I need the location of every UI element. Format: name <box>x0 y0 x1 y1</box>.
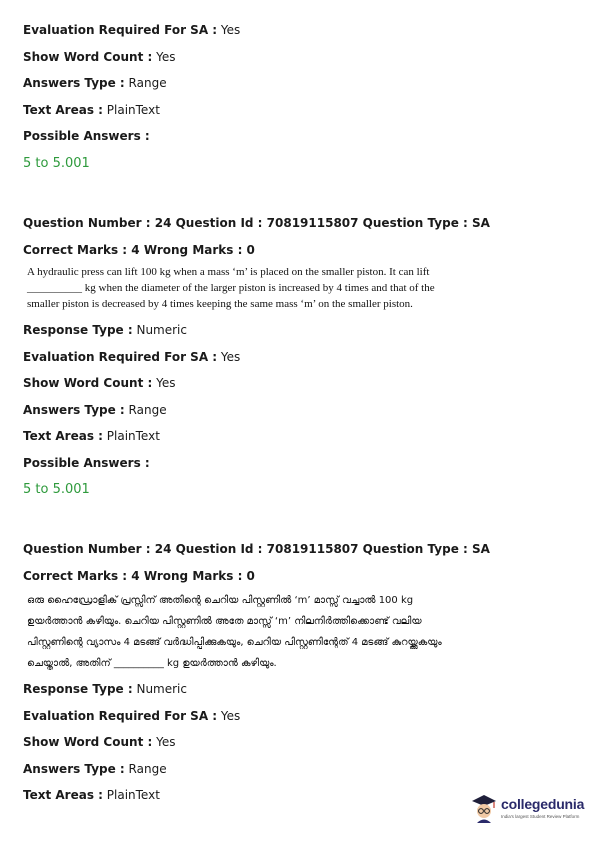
text-areas-value: PlainText <box>102 103 160 117</box>
response-type-value: Numeric <box>132 323 187 337</box>
response-type-value: Numeric <box>132 682 187 696</box>
graduate-mascot-icon <box>471 794 497 824</box>
response-type-row <box>23 681 187 697</box>
show-word-count-row <box>23 734 175 750</box>
eval-required-label: Evaluation Required For SA : <box>23 23 218 37</box>
possible-answers-row <box>23 455 150 471</box>
answers-type-row <box>23 402 167 418</box>
possible-answer-value: 5 to 5.001 <box>23 156 90 171</box>
response-type-row <box>23 322 187 338</box>
possible-answer-value: 5 to 5.001 <box>23 482 90 497</box>
question-text-english: A hydraulic press can lift 100 kg when a mass ‘m’ is placed on the smaller piston. It can lift __________ kg when the diameter of the larger piston is increased by 4 times and that of the smaller piston is decreased by 4 times keeping the same mass ‘m’ on the smaller piston. <box>27 266 435 310</box>
eval-required-value: Yes <box>217 709 241 723</box>
eval-required-label: Evaluation Required For SA : <box>23 350 218 364</box>
question-text-malayalam: ഒരു ഹൈഡ്രോളിക് പ്രസ്സിന് അതിന്റെ ചെറിയ പിസ്റ്റണിൽ ‘m’ മാസ്സ് വച്ചാൽ 100 kg ഉയർത്താൻ കഴിയും. ചെറിയ പിസ്റ്റണിൽ അതേ മാസ്സ് ‘m’ നിലനിർത്തിക്കൊണ്ട് വലിയ പിസ്റ്റണിന്റെ വ്യാസം 4 മടങ്ങ് വർദ്ധിപ്പിക്കുകയും, ചെറിയ പിസ്റ്റണിന്റേത് 4 മടങ്ങ് കുറയ്ക്കുകയും ചെയ്താൽ, അതിന് __________ kg ഉയർത്താൻ കഴിയും. <box>27 595 442 669</box>
text-areas-value: PlainText <box>102 788 160 802</box>
eval-required-value: Yes <box>217 23 241 37</box>
logo-tagline: India's largest Student Review Platform <box>501 814 580 819</box>
possible-answers-label: Possible Answers : <box>23 456 150 470</box>
logo-name: collegedunia <box>501 796 585 812</box>
answers-type-value: Range <box>124 76 167 90</box>
question-header <box>23 215 490 231</box>
answers-type-value: Range <box>124 403 167 417</box>
show-word-count-value: Yes <box>152 376 176 390</box>
answers-type-label: Answers Type : <box>23 762 125 776</box>
marks-text: Correct Marks : 4 Wrong Marks : 0 <box>23 569 255 583</box>
eval-required-label: Evaluation Required For SA : <box>23 709 218 723</box>
show-word-count-label: Show Word Count : <box>23 50 153 64</box>
text-areas-row <box>23 428 160 444</box>
question-header-text: Question Number : 24 Question Id : 70819115807 Question Type : SA <box>23 216 490 230</box>
show-word-count-row <box>23 375 175 391</box>
answers-type-value: Range <box>124 762 167 776</box>
response-type-label: Response Type : <box>23 323 133 337</box>
answers-type-label: Answers Type : <box>23 76 125 90</box>
question-header-text: Question Number : 24 Question Id : 70819115807 Question Type : SA <box>23 542 490 556</box>
show-word-count-label: Show Word Count : <box>23 735 153 749</box>
marks-row <box>23 242 255 258</box>
possible-answers-label: Possible Answers : <box>23 129 150 143</box>
answers-type-row <box>23 761 167 777</box>
question-header <box>23 541 490 557</box>
text-areas-label: Text Areas : <box>23 429 103 443</box>
answers-type-row <box>23 75 167 91</box>
collegedunia-logo <box>471 792 585 828</box>
eval-required-row <box>23 349 240 365</box>
show-word-count-label: Show Word Count : <box>23 376 153 390</box>
text-areas-label: Text Areas : <box>23 103 103 117</box>
possible-answers-row <box>23 128 150 144</box>
text-areas-row <box>23 102 160 118</box>
show-word-count-row <box>23 49 175 65</box>
text-areas-label: Text Areas : <box>23 788 103 802</box>
marks-row <box>23 568 255 584</box>
eval-required-row <box>23 708 240 724</box>
show-word-count-value: Yes <box>152 735 176 749</box>
eval-required-value: Yes <box>217 350 241 364</box>
eval-required-row <box>23 22 240 38</box>
show-word-count-value: Yes <box>152 50 176 64</box>
text-areas-row <box>23 787 160 803</box>
response-type-label: Response Type : <box>23 682 133 696</box>
answers-type-label: Answers Type : <box>23 403 125 417</box>
marks-text: Correct Marks : 4 Wrong Marks : 0 <box>23 243 255 257</box>
text-areas-value: PlainText <box>102 429 160 443</box>
